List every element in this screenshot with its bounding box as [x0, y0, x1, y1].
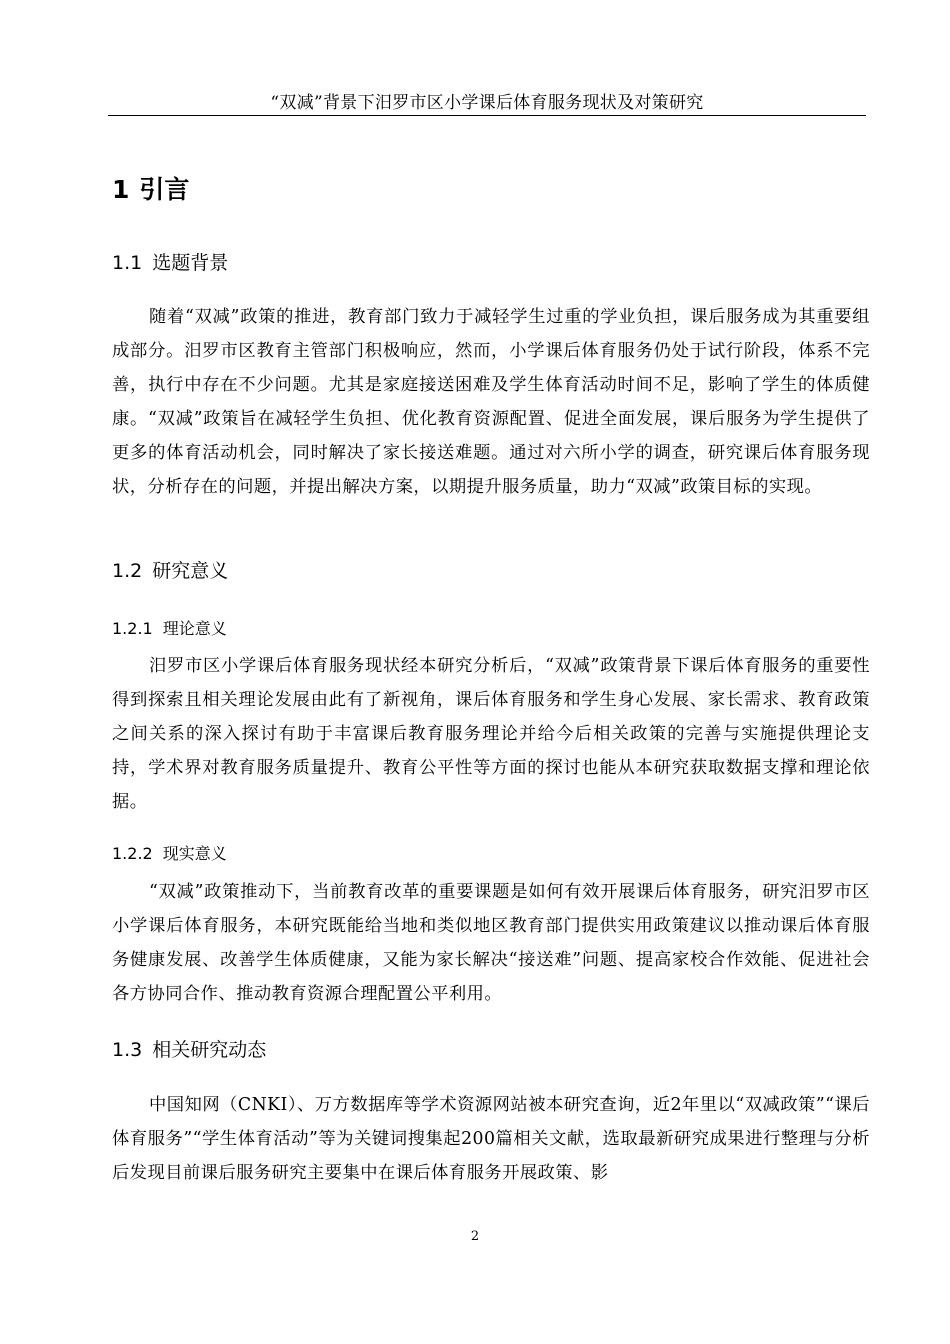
- paragraph-background: 随着“双减”政策的推进，教育部门致力于减轻学生过重的学业负担，课后服务成为其重要组成部分。汨罗市区教育主管部门积极响应，然而，小学课后体育服务仍处于试行阶段，体系不完善，执行中存在不少问题。尤其是家庭接送困难及学生体育活动时间不足，影响了学生的体质健康。“双减”政策旨在减轻学生负担、优化教育资源配置、促进全面发展，课后服务为学生提供了更多的体育活动机会，同时解决了家长接送难题。通过对六所小学的调查，研究课后体育服务现状，分析存在的问题，并提出解决方案，以期提升服务质量，助力“双减”政策目标的实现。: [112, 307, 870, 497]
- running-header: “双减”背景下汨罗市区小学课后体育服务现状及对策研究: [270, 93, 704, 113]
- section-title: 相关研究动态: [152, 1039, 267, 1061]
- subsection-heading-1-2-1: [112, 617, 227, 641]
- chapter-number: 1: [112, 175, 130, 204]
- paragraph-research-trends: 中国知网（CNKI）、万方数据库等学术资源网站被本研究查询，近2年里以“双减政策”“课后体育服务”“学生体育活动”等为关键词搜集起200篇相关文献，选取最新研究成果进行整理与分析后发现目前课后服务研究主要集中在课后体育服务开展政策、影: [112, 1095, 870, 1183]
- subsection-number: 1.2.1: [112, 619, 153, 638]
- chapter-heading: [112, 172, 189, 208]
- section-heading-1-2: [112, 557, 228, 585]
- subsection-title: 现实意义: [162, 844, 227, 863]
- section-number: 1.3: [112, 1039, 143, 1061]
- header-divider: [108, 115, 866, 116]
- page-number: 2: [470, 1229, 480, 1244]
- section-title: 选题背景: [152, 252, 229, 274]
- paragraph-practical-significance: “双减”政策推动下，当前教育改革的重要课题是如何有效开展课后体育服务，研究汨罗市区小学课后体育服务，本研究既能给当地和类似地区教育部门提供实用政策建议以推动课后体育服务健康发展、改善学生体质健康，又能为家长解决“接送难”问题、提高家校合作效能、促进社会各方协同合作、推动教育资源合理配置公平利用。: [112, 882, 870, 1004]
- section-number: 1.2: [112, 560, 143, 582]
- section-heading-1-3: [112, 1036, 266, 1064]
- subsection-heading-1-2-2: [112, 842, 227, 866]
- subsection-title: 理论意义: [162, 619, 227, 638]
- chapter-title: 引言: [139, 175, 190, 204]
- paragraph-theoretical-significance: 汨罗市区小学课后体育服务现状经本研究分析后，“双减”政策背景下课后体育服务的重要性得到探索且相关理论发展由此有了新视角，课后体育服务和学生身心发展、家长需求、教育政策之间关系的深入探讨有助于丰富课后教育服务理论并给今后相关政策的完善与实施提供理论支持，学术界对教育服务质量提升、教育公平性等方面的探讨也能从本研究获取数据支撑和理论依据。: [112, 656, 870, 812]
- subsection-number: 1.2.2: [112, 844, 153, 863]
- section-heading-1-1: [112, 249, 228, 277]
- section-number: 1.1: [112, 252, 143, 274]
- section-title: 研究意义: [152, 560, 229, 582]
